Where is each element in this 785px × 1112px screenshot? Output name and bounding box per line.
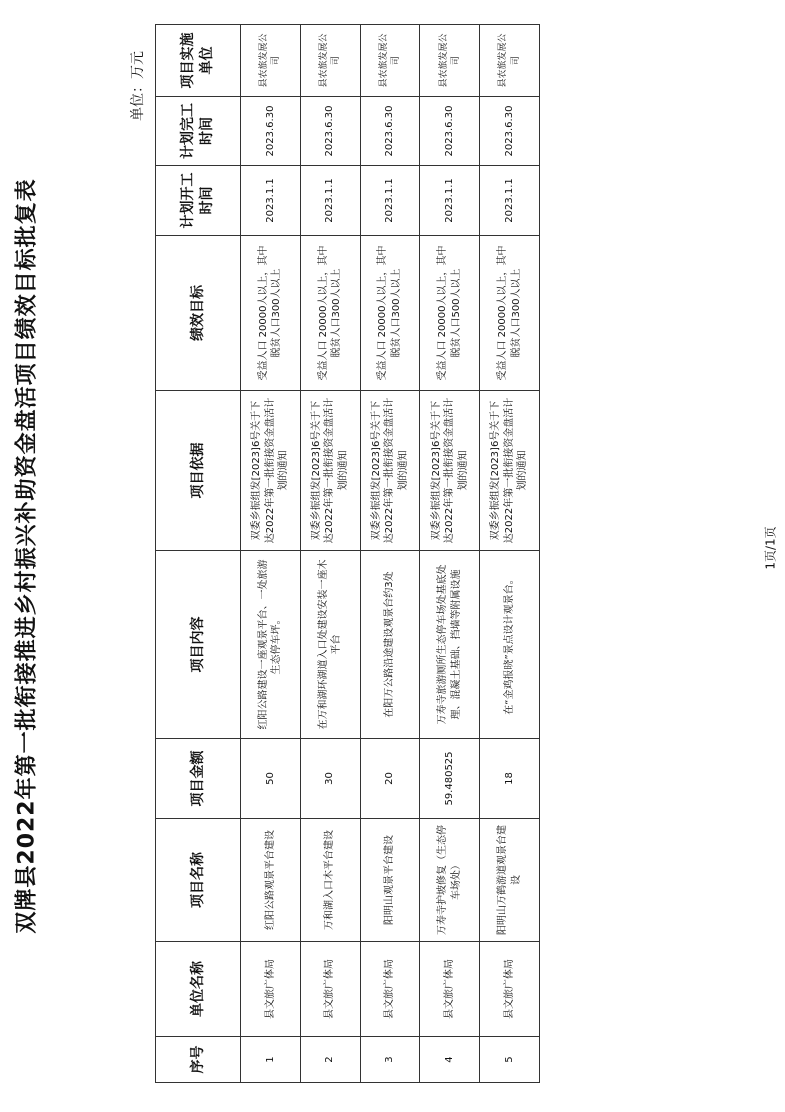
table-cell: 受益人口 20000人以上，其中脱贫人口300人以上 xyxy=(480,236,540,391)
table-container xyxy=(155,25,540,1083)
table-cell: 红阳公路观景平台建设 xyxy=(241,819,301,942)
table-cell: 县农旅发展公司 xyxy=(420,25,480,97)
table-cell: 双委乡振组发[2023]6号关于下达2022年第一批衔接资金盘活计划的通知 xyxy=(480,391,540,551)
header-cell: 项目名称 xyxy=(156,819,241,942)
table-cell: 在万和湖环湖道入口处建设安装一座木平台 xyxy=(300,551,360,739)
header-cell: 序号 xyxy=(156,1037,241,1083)
performance-table xyxy=(155,24,540,1083)
table-cell: 县文旅广体局 xyxy=(360,942,420,1037)
table-row xyxy=(241,25,301,1083)
table-cell: 2023.6.30 xyxy=(420,97,480,166)
page-number: 1页/1页 xyxy=(763,526,778,570)
table-cell: 2023.6.30 xyxy=(480,97,540,166)
table-cell: 受益人口 20000人以上，其中脱贫人口300人以上 xyxy=(241,236,301,391)
table-cell: 阳明山万鹤游道观景台建设 xyxy=(480,819,540,942)
table-cell: 2023.1.1 xyxy=(300,166,360,236)
table-cell: 县文旅广体局 xyxy=(420,942,480,1037)
table-cell: 县文旅广体局 xyxy=(300,942,360,1037)
table-cell: 万寿寺旅游厕所生态停车场处基底处理、混凝土基础、挡墙等附属设施 xyxy=(420,551,480,739)
header-cell: 计划完工时间 xyxy=(156,97,241,166)
table-cell: 5 xyxy=(480,1037,540,1083)
table-cell: 双委乡振组发[2023]6号关于下达2022年第一批衔接资金盘活计划的通知 xyxy=(420,391,480,551)
header-cell: 计划开工时间 xyxy=(156,166,241,236)
table-cell: 2023.1.1 xyxy=(241,166,301,236)
table-cell: 县文旅广体局 xyxy=(480,942,540,1037)
unit-label: 单位：万元 xyxy=(130,51,146,121)
table-cell: 受益人口 20000人以上，其中脱贫人口300人以上 xyxy=(360,236,420,391)
table-cell: 在“金鸡报晓”景点设计观景台。 xyxy=(480,551,540,739)
table-cell: 阳明山观景平台建设 xyxy=(360,819,420,942)
header-cell: 项目依据 xyxy=(156,391,241,551)
table-cell: 万和湖入口木平台建设 xyxy=(300,819,360,942)
table-cell: 县农旅发展公司 xyxy=(480,25,540,97)
table-cell: 红阳公路建设一座观景平台、一处旅游生态停车坪。 xyxy=(241,551,301,739)
header-cell: 项目内容 xyxy=(156,551,241,739)
table-cell: 1 xyxy=(241,1037,301,1083)
table-cell: 双委乡振组发[2023]6号关于下达2022年第一批衔接资金盘活计划的通知 xyxy=(360,391,420,551)
table-cell: 县农旅发展公司 xyxy=(300,25,360,97)
table-cell: 2023.1.1 xyxy=(480,166,540,236)
table-cell: 县农旅发展公司 xyxy=(360,25,420,97)
table-cell: 受益人口 20000人以上，其中脱贫人口300人以上 xyxy=(300,236,360,391)
table-cell: 2023.6.30 xyxy=(360,97,420,166)
header-cell: 单位名称 xyxy=(156,942,241,1037)
header-cell: 项目金额 xyxy=(156,739,241,819)
table-cell: 18 xyxy=(480,739,540,819)
table-cell: 30 xyxy=(300,739,360,819)
table-row xyxy=(300,25,360,1083)
table-cell: 50 xyxy=(241,739,301,819)
table-cell: 59.480525 xyxy=(420,739,480,819)
table-cell: 双委乡振组发[2023]6号关于下达2022年第一批衔接资金盘活计划的通知 xyxy=(300,391,360,551)
table-row xyxy=(360,25,420,1083)
table-cell: 2023.1.1 xyxy=(420,166,480,236)
table-cell: 2023.1.1 xyxy=(360,166,420,236)
table-row xyxy=(480,25,540,1083)
table-cell: 县农旅发展公司 xyxy=(241,25,301,97)
table-cell: 2023.6.30 xyxy=(300,97,360,166)
table-row xyxy=(420,25,480,1083)
document-title: 双牌县2022年第一批衔接推进乡村振兴补助资金盘活项目绩效目标批复表 xyxy=(14,178,40,934)
table-cell: 在阳万公路沿途建设观景台约3处 xyxy=(360,551,420,739)
table-cell: 2023.6.30 xyxy=(241,97,301,166)
table-cell: 万寿寺护坡修复（生态停车场处） xyxy=(420,819,480,942)
table-cell: 2 xyxy=(300,1037,360,1083)
header-cell: 绩效目标 xyxy=(156,236,241,391)
table-cell: 县文旅广体局 xyxy=(241,942,301,1037)
header-cell: 项目实施单位 xyxy=(156,25,241,97)
header-row xyxy=(156,25,241,1083)
table-cell: 受益人口 20000人以上，其中脱贫人口500人以上 xyxy=(420,236,480,391)
table-cell: 4 xyxy=(420,1037,480,1083)
table-cell: 20 xyxy=(360,739,420,819)
table-cell: 3 xyxy=(360,1037,420,1083)
table-cell: 双委乡振组发[2023]6号关于下达2022年第一批衔接资金盘活计划的通知 xyxy=(241,391,301,551)
